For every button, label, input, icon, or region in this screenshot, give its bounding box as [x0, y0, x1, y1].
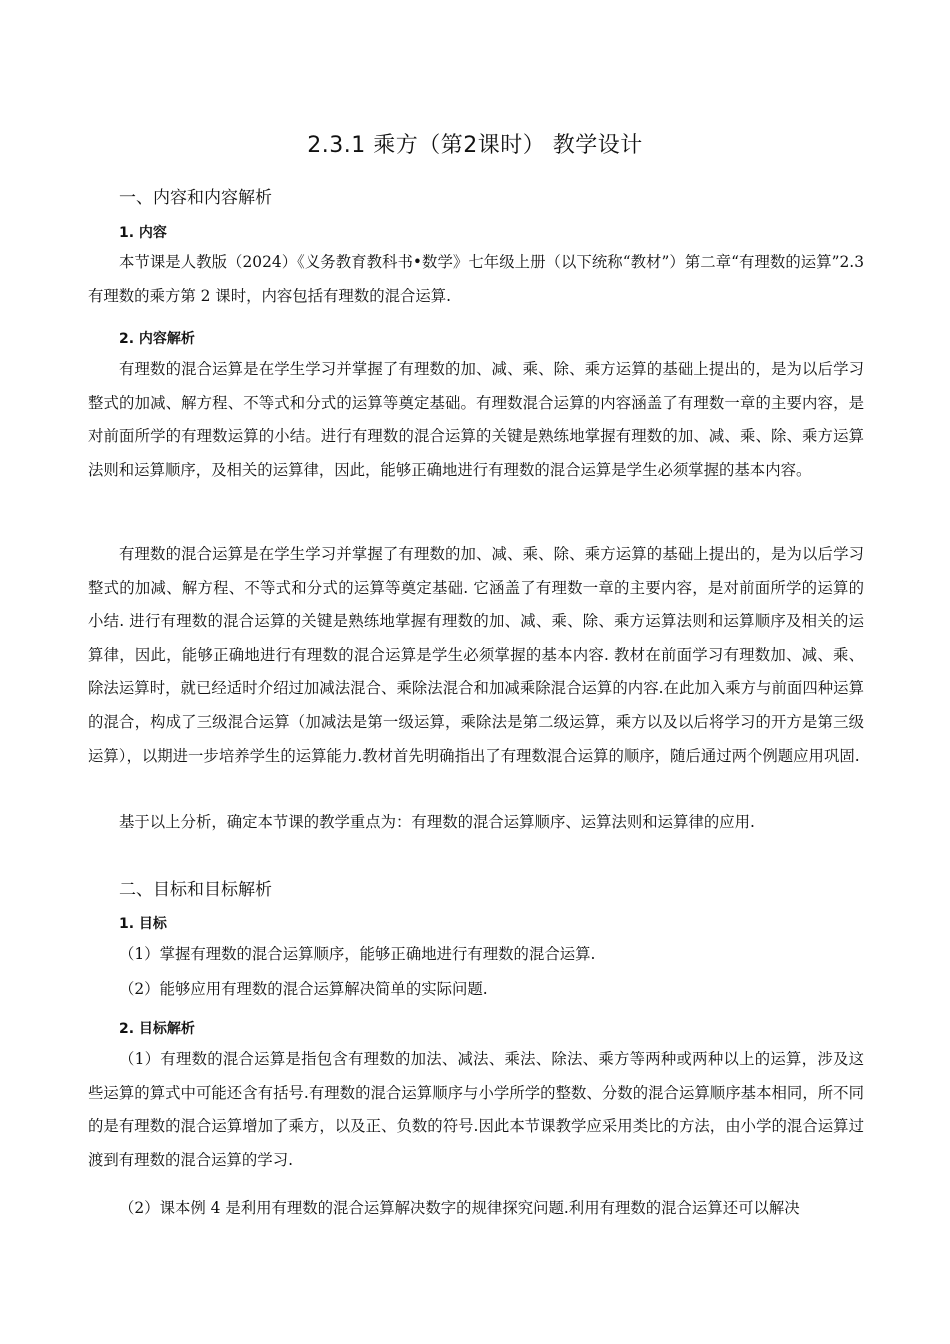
page-title: 2.3.1 乘方（第2课时） 教学设计 — [307, 133, 643, 158]
content-analysis-paragraph-1: 有理数的混合运算是在学生学习并掌握了有理数的加、减、乘、除、乘方运算的基础上提出的，是为以后学习整式的加减、解方程、不等式和分式的运算等奠定基础。有理数混合运算的内容涵盖了有理数一章的主要内容，是对前面所学的有理数运算的小结。进行有理数的混合运算的关键是熟练地掌握有理数的加、减、乘、除、乘方运算法则和运算顺序，及相关的运算律，因此，能够正确地进行有理数的混合运算是学生必须掌握的基本内容。 — [88, 360, 864, 479]
section-heading-goals: 二、目标和目标解析 — [119, 880, 272, 900]
goal-analysis-paragraph-1: （1）有理数的混合运算是指包含有理数的加法、减法、乘法、除法、乘方等两种或两种以上的运算，涉及这些运算的算式中可能还含有括号.有理数的混合运算顺序与小学所学的整数、分数的混合运算顺序基本相同，所不同的是有理数的混合运算增加了乘方，以及正、负数的符号.因此本节课教学应采用类比的方法，由小学的混合运算过渡到有理数的混合运算的学习. — [88, 1050, 864, 1169]
goal-analysis-paragraph-2: （2）课本例 4 是利用有理数的混合运算解决数字的规律探究问题.利用有理数的混合运算还可以解决 — [119, 1199, 800, 1217]
subsection-heading-content-analysis: 2. 内容解析 — [119, 331, 195, 347]
subsection-heading-goals: 1. 目标 — [119, 916, 167, 932]
content-paragraph: 本节课是人教版（2024）《义务教育教科书•数学》七年级上册（以下统称“教材”）第二章“有理数的运算”2.3 有理数的乘方第 2 课时，内容包括有理数的混合运算. — [88, 253, 864, 305]
subsection-heading-goal-analysis: 2. 目标解析 — [119, 1021, 195, 1037]
goal-item-2: （2）能够应用有理数的混合运算解决简单的实际问题. — [119, 980, 488, 998]
teaching-focus-paragraph: 基于以上分析，确定本节课的教学重点为：有理数的混合运算顺序、运算法则和运算律的应用. — [119, 813, 755, 831]
subsection-heading-content: 1. 内容 — [119, 225, 167, 241]
content-analysis-paragraph-2: 有理数的混合运算是在学生学习并掌握了有理数的加、减、乘、除、乘方运算的基础上提出的，是为以后学习整式的加减、解方程、不等式和分式的运算等奠定基础. 它涵盖了有理数一章的主要内容，是对前面所学的运算的小结. 进行有理数的混合运算的关键是熟练地掌握有理数的加、减、乘、除、乘方运算法则和运算顺序及相关的运算律，因此，能够正确地进行有理数的混合运算是学生必须掌握的基本内容. 教材在前面学习有理数加、减、乘、除法运算时，就已经适时介绍过加减法混合、乘除法混合和加减乘除混合运算的内容.在此加入乘方与前面四种运算的混合，构成了三级混合运算（加减法是第一级运算，乘除法是第二级运算，乘方以及以后将学习的开方是第三级运算），以期进一步培养学生的运算能力.教材首先明确指出了有理数混合运算的顺序，随后通过两个例题应用巩固. — [88, 545, 864, 765]
goal-item-1: （1）掌握有理数的混合运算顺序，能够正确地进行有理数的混合运算. — [119, 945, 596, 963]
section-heading-content: 一、内容和内容解析 — [119, 188, 272, 208]
